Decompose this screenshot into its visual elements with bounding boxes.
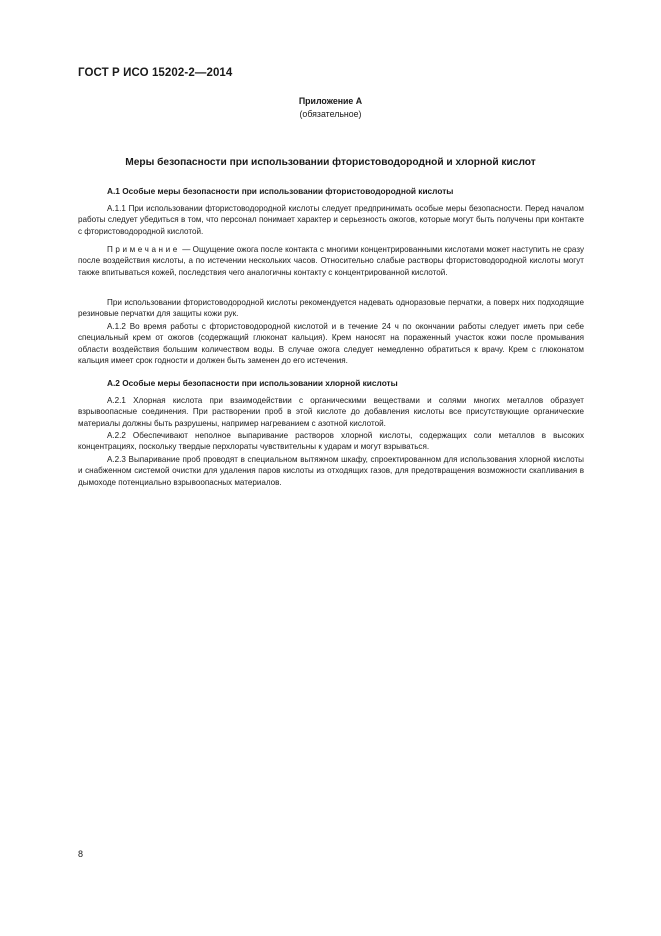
paragraph-a2-3: А.2.3 Выпаривание проб проводят в специальном вытяжном шкафу, спроектированном для использования хлорной кислоты и снабженном системой очистки для удаления паров кислоты из отходящих газов, для предотвращения возможности скапливания в дымоходе потенциально взрывоопасных материалов. (78, 455, 584, 487)
annex-status: (обязательное) (299, 109, 362, 119)
paragraph-a1-gloves: При использовании фтористоводородной кислоты рекомендуется надевать одноразовые перчатки, а поверх них подходящие резиновые перчатки для защиты кожи рук. (78, 298, 584, 319)
main-title: Меры безопасности при использовании фтористоводородной и хлорной кислот (125, 157, 536, 168)
paragraph-a1-1: А.1.1 При использовании фтористоводородной кислоты следует предпринимать особые меры безопасности. Перед началом работы следует убедиться в том, что персонал понимает характер и серьезность ожогов, которые могут быть получены при контакте с фтористоводородной кислотой. (78, 204, 584, 236)
note-label: Примечание (107, 245, 180, 254)
section-a1-heading: А.1 Особые меры безопасности при использовании фтористоводородной кислоты (107, 186, 454, 196)
document-header: ГОСТ Р ИСО 15202-2—2014 (78, 67, 233, 79)
section-a2-heading: А.2 Особые меры безопасности при использовании хлорной кислоты (107, 378, 398, 388)
paragraph-a1-2: А.1.2 Во время работы с фтористоводородной кислотой и в течение 24 ч по окончании работы следует иметь при себе специальный крем от ожогов (содержащий глюконат кальция). Крем наносят на пораженный участок кожи после промывания области воздействия большим количеством воды. В случае ожога следует немедленно обратиться к врачу. Крем с глюконатом кальция имеет срок годности и должен быть заменен до его истечения. (78, 322, 584, 365)
note-text: — Ощущение ожога после контакта с многими концентрированными кислотами может наступить не сразу после воздействия кислоты, а по истечении нескольких часов. Относительно слабые растворы фтористоводородной кислоты могут также впитываться кожей, последствия чего аналогичны контакту с концентрированной кислотой. (78, 245, 584, 277)
page-number: 8 (78, 849, 84, 859)
note-paragraph (78, 244, 584, 278)
paragraph-a2-1: А.2.1 Хлорная кислота при взаимодействии с органическими веществами и солями многих металлов образует взрывоопасные соединения. При растворении проб в этой кислоте до добавления кислоты все присутствующие органические материалы должны быть разрушены, например нагреванием с азотной кислотой. (78, 396, 584, 428)
paragraph-a2-2: А.2.2 Обеспечивают неполное выпаривание растворов хлорной кислоты, содержащих соли металлов в высоких концентрациях, поскольку твердые перхлораты чувствительны к ударам и могут взрываться. (78, 431, 584, 452)
annex-title: Приложение А (298, 96, 363, 106)
